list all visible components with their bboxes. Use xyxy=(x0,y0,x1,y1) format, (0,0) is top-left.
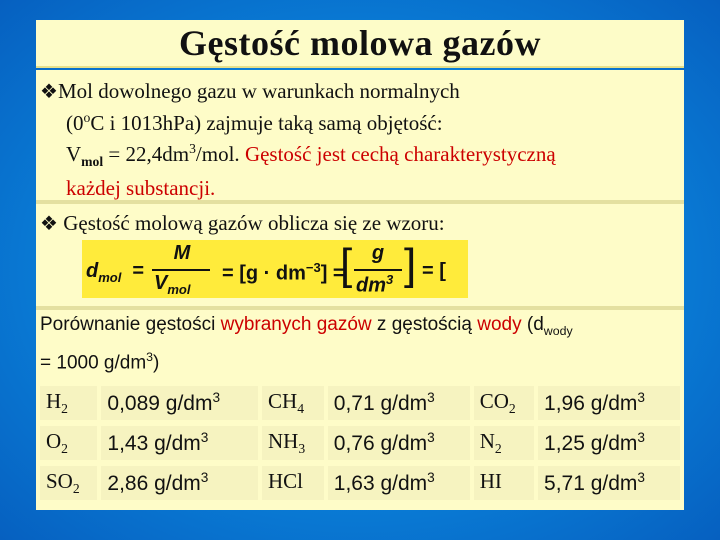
gas-formula: $O_2$ xyxy=(40,426,97,460)
diamond-bullet-icon: ❖ xyxy=(40,81,58,103)
gas-density: 1,43 $g/dm^3$ xyxy=(101,426,258,460)
comparison-text: Porównanie gęstości wybranych gazów z gęstością wody ($d_{wody}$ = 1000 $g/dm^3$) xyxy=(40,314,573,374)
gas-density: 0,76 $g/dm^3$ xyxy=(328,426,470,460)
title-bar xyxy=(36,20,684,68)
gas-formula: $H_2$ xyxy=(40,386,97,420)
diamond-bullet-icon: ❖ xyxy=(40,213,58,235)
slide-title: Gęstość molowa gazów xyxy=(179,23,541,63)
left-bracket-icon: [ xyxy=(340,240,353,289)
formula-equals: = xyxy=(132,260,144,282)
gas-formula: $SO_2$ xyxy=(40,466,97,500)
formula-heading: ❖ Gęstość molową gazów oblicza się ze wzoru: xyxy=(40,211,445,235)
formula-lhs: $d_{mol}$ xyxy=(86,260,122,285)
intro-line-4: każdej substancji. xyxy=(66,176,216,201)
fraction-bar xyxy=(354,269,402,271)
formula-tail: = [ xyxy=(422,260,446,282)
gas-formula: $N_2$ xyxy=(474,426,534,460)
formula-g: g xyxy=(371,242,385,264)
table-row xyxy=(40,466,680,500)
formula-dm3: $dm^3$ xyxy=(356,272,394,297)
gas-density-table xyxy=(36,380,684,506)
gas-density: 5,71 $g/dm^3$ xyxy=(538,466,680,500)
intro-line-3: $V_{mol} = 22,4dm^3/mol$. Gęstość jest cechą charakterystyczną xyxy=(66,141,556,170)
divider xyxy=(36,306,684,310)
content-panel xyxy=(36,70,684,510)
gas-density: 2,86 $g/dm^3$ xyxy=(101,466,258,500)
gas-formula: HI xyxy=(474,466,534,500)
formula-unit-1: = $[g \cdot dm^{-3}]$ = xyxy=(222,260,345,285)
table-row xyxy=(40,386,680,420)
divider xyxy=(36,200,684,204)
formula-denominator: $V_{mol}$ xyxy=(154,272,191,297)
formula-box xyxy=(82,240,468,298)
gas-density: 0,089 $g/dm^3$ xyxy=(101,386,258,420)
table-row xyxy=(40,426,680,460)
gas-formula: $NH_3$ xyxy=(262,426,324,460)
gas-density: 0,71 $g/dm^3$ xyxy=(328,386,470,420)
right-bracket-icon: ] xyxy=(404,240,417,289)
fraction-bar xyxy=(152,269,210,271)
gas-formula: $CO_2$ xyxy=(474,386,534,420)
gas-formula: $CH_4$ xyxy=(262,386,324,420)
gas-density: 1,96 $g/dm^3$ xyxy=(538,386,680,420)
intro-line-1: Mol dowolnego gazu w warunkach normalnych xyxy=(58,79,460,103)
gas-formula: HCl xyxy=(262,466,324,500)
gas-density: 1,25 $g/dm^3$ xyxy=(538,426,680,460)
formula-numerator: M xyxy=(173,242,191,264)
intro-paragraph xyxy=(40,78,680,201)
gas-density: 1,63 $g/dm^3$ xyxy=(328,466,470,500)
intro-line-2: (0$^o$C i 1013hPa) zajmuje taką samą objętość: xyxy=(66,110,443,135)
